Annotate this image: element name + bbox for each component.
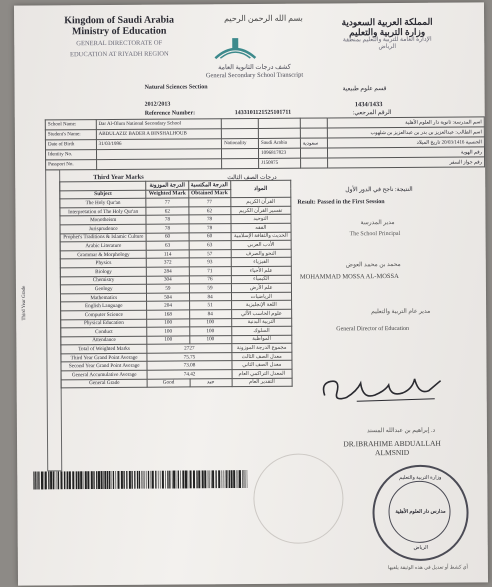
marks-cell-subject: Jurisprudence bbox=[60, 224, 146, 233]
barcode-bar bbox=[64, 471, 65, 489]
barcode-bar bbox=[215, 470, 216, 488]
marks-cell-weighted: 100 bbox=[147, 318, 189, 327]
info-cell: J150975 bbox=[259, 158, 301, 168]
barcode-bar bbox=[50, 471, 52, 489]
barcode-bar bbox=[152, 471, 154, 489]
principal-name-ar: محمد بن محمد العوض bbox=[345, 261, 401, 269]
marks-cell-ar: الأدب العربي bbox=[231, 240, 291, 249]
marks-cell-ar: القرآن الكريم bbox=[230, 197, 290, 206]
barcode-bar bbox=[227, 470, 228, 488]
directorate-line-2: EDUCATION AT RIYADH REGION bbox=[69, 50, 169, 59]
header-subject: Subject bbox=[60, 190, 146, 199]
marks-cell-obtained: 77 bbox=[188, 198, 230, 207]
marks-cell-subject: The Holy Qur'an bbox=[60, 198, 146, 207]
stamp-text-mid: مدارس دار العلوم الأهلية bbox=[395, 509, 446, 515]
summary-label-ar: معدل الصف الثالث bbox=[232, 352, 292, 361]
barcode-bar bbox=[158, 471, 159, 489]
barcode-bar bbox=[121, 471, 123, 489]
marks-cell-obtained: 51 bbox=[189, 301, 231, 310]
barcode-bar bbox=[76, 471, 77, 489]
barcode-bar bbox=[245, 470, 246, 488]
marks-cell-subject: Prophet's Traditions & Islamic Culture bbox=[60, 233, 146, 242]
summary-value: Good bbox=[147, 379, 189, 388]
english-header bbox=[34, 14, 204, 59]
barcode-bar bbox=[93, 471, 94, 489]
stamp-text-top: وزارة التربية والتعليم bbox=[399, 475, 442, 481]
reference-label: Reference Number: bbox=[144, 110, 196, 117]
barcode-bar bbox=[35, 472, 36, 490]
reference-number: 1433101121525101711 bbox=[234, 109, 292, 117]
marks-cell-ar: اللغة الإنجليزية bbox=[231, 301, 291, 310]
barcode-bar bbox=[53, 471, 54, 489]
info-cell bbox=[258, 118, 300, 128]
barcode-bar bbox=[169, 471, 170, 489]
ministry-title-ar: وزارة التربية والتعليم bbox=[349, 26, 426, 38]
marks-cell-ar: علوم الحاسب الآلي bbox=[231, 309, 291, 318]
info-cell bbox=[222, 148, 259, 158]
barcode-bar bbox=[198, 470, 200, 488]
barcode-bar bbox=[173, 471, 175, 489]
info-cell bbox=[300, 128, 328, 138]
marks-cell-obtained: 100 bbox=[189, 318, 231, 327]
info-cell: Student's Name: bbox=[45, 130, 96, 140]
marks-cell-weighted: 62 bbox=[146, 207, 188, 216]
marks-cell-subject: Arabic Literature bbox=[60, 241, 146, 250]
info-cell: رقم جواز السفر bbox=[328, 157, 485, 168]
marks-cell-obtained: 100 bbox=[189, 327, 231, 336]
barcode-bar bbox=[193, 470, 195, 488]
marks-cell-weighted: 59 bbox=[147, 284, 189, 293]
marks-cell-ar: الرياضيات bbox=[231, 292, 291, 301]
marks-cell-weighted: 504 bbox=[147, 293, 189, 302]
summary-label: Second Year Grand Point Average bbox=[61, 362, 147, 371]
info-cell: اسم الطالب: عبدالعزيز بن بدر بن عبدالعزيز بن شلهوب bbox=[328, 127, 485, 138]
info-cell: سعودية bbox=[300, 138, 328, 148]
info-cell: School Name: bbox=[45, 120, 96, 130]
barcode-bar bbox=[165, 471, 166, 489]
info-cell bbox=[300, 148, 328, 158]
summary-label: General Grade bbox=[61, 379, 147, 388]
barcode-bar bbox=[129, 471, 131, 489]
barcode-bar bbox=[185, 470, 187, 488]
principal-label-ar: مدير المدرسة bbox=[360, 219, 395, 227]
marks-table bbox=[59, 180, 292, 389]
summary-value: 2727 bbox=[147, 344, 231, 353]
summary-label-ar: التقدير العام bbox=[232, 378, 292, 387]
info-cell bbox=[221, 128, 258, 138]
summary-label: Third Year Grand Point Average bbox=[61, 353, 147, 362]
director-name-line-2: ALMSNID bbox=[374, 447, 410, 458]
marks-cell-subject: Geology bbox=[60, 284, 146, 293]
marks-cell-subject: Attendance bbox=[61, 336, 147, 345]
info-cell: ABDULAZIZ BADER A BINSHALHOUB bbox=[96, 129, 221, 140]
barcode-bar bbox=[66, 471, 67, 489]
barcode-bar bbox=[211, 470, 212, 488]
marks-cell-weighted: 304 bbox=[147, 275, 189, 284]
header-subject-ar: المواد bbox=[230, 180, 291, 198]
barcode-bar bbox=[229, 470, 230, 488]
barcode-bar bbox=[226, 470, 227, 488]
barcode-bar bbox=[222, 470, 223, 488]
principal-name: MOHAMMAD MOSSA AL-MOSSA bbox=[299, 272, 399, 281]
barcode-bar bbox=[126, 471, 127, 489]
section-name: Natural Sciences Section bbox=[144, 84, 208, 91]
barcode-bar bbox=[91, 471, 93, 489]
marks-cell-ar: الفقه bbox=[231, 223, 291, 232]
barcode-bar bbox=[190, 470, 192, 488]
document-title bbox=[184, 63, 324, 80]
marks-cell-weighted: 78 bbox=[146, 224, 188, 233]
info-cell: Nationality bbox=[222, 138, 259, 148]
document-title-ar: كشف درجات الثانوية العامة bbox=[218, 63, 291, 72]
riyadh-ar: الرياض bbox=[378, 43, 397, 51]
barcode-bar bbox=[83, 471, 84, 489]
faded-stamp-icon bbox=[253, 453, 344, 544]
barcode-bar bbox=[188, 470, 189, 488]
barcode-bar bbox=[123, 471, 124, 489]
barcode-bar bbox=[224, 470, 225, 488]
barcode-bar bbox=[113, 471, 114, 489]
year-hijri: 1434/1433 bbox=[354, 101, 383, 109]
barcode-bar bbox=[148, 471, 149, 489]
barcode-bar bbox=[238, 470, 239, 488]
barcode-bar bbox=[134, 471, 135, 489]
barcode-bar bbox=[96, 471, 97, 489]
info-row bbox=[46, 157, 485, 170]
summary-row bbox=[61, 378, 292, 388]
barcode-bar bbox=[117, 471, 119, 489]
barcode-bar bbox=[69, 471, 71, 489]
result-text: Result: Passed in the First Session bbox=[297, 199, 385, 206]
marks-cell-weighted: 77 bbox=[146, 198, 188, 207]
marks-cell-subject: Mathematics bbox=[60, 293, 146, 302]
marks-cell-obtained: 57 bbox=[189, 249, 231, 258]
info-cell: رقم الهوية bbox=[328, 147, 485, 158]
barcode-bar bbox=[167, 471, 168, 489]
info-cell: 31/03/1996 bbox=[96, 139, 221, 150]
principal-label: The School Principal bbox=[349, 230, 401, 238]
marks-cell-ar: النحو والصرف bbox=[231, 249, 291, 258]
barcode-bar bbox=[103, 471, 104, 489]
marks-cell-weighted: 60 bbox=[146, 232, 188, 241]
ministry-title: Ministry of Education bbox=[71, 25, 167, 38]
basmala: بسم الله الرحمن الرحيم bbox=[224, 13, 303, 24]
marks-cell-ar: السلوك bbox=[231, 326, 291, 335]
marks-cell-subject: Chemistry bbox=[60, 276, 146, 285]
marks-cell-obtained: 62 bbox=[188, 206, 230, 215]
barcode-bar bbox=[202, 470, 204, 488]
barcode-bar bbox=[242, 470, 243, 488]
barcode-bar bbox=[44, 471, 45, 489]
info-cell: Saudi Arabia bbox=[259, 138, 301, 148]
marks-cell-subject: Physical Education bbox=[61, 319, 147, 328]
barcode-bar bbox=[237, 470, 238, 488]
barcode-bar bbox=[143, 471, 144, 489]
summary-extra: جيد bbox=[190, 378, 232, 387]
marks-cell-ar: علم الأحياء bbox=[231, 266, 291, 275]
marks-cell-obtained: 84 bbox=[189, 310, 231, 319]
marks-title: Third Year Marks bbox=[93, 173, 144, 182]
barcode-bar bbox=[212, 470, 214, 488]
marks-cell-weighted: 78 bbox=[146, 215, 188, 224]
barcode-bar bbox=[48, 471, 49, 489]
reference-label-ar: الرقم المرجعي: bbox=[352, 110, 392, 117]
barcode-bar bbox=[58, 471, 59, 489]
marks-cell-weighted: 114 bbox=[147, 250, 189, 259]
barcode-bar bbox=[72, 471, 74, 489]
marks-cell-subject: Interpretation of The Holy Qur'an bbox=[60, 207, 146, 216]
marks-cell-ar: تفسير القرآن الكريم bbox=[230, 206, 290, 215]
director-signature-icon bbox=[317, 373, 447, 408]
marks-cell-subject: Monotheism bbox=[60, 216, 146, 225]
barcode-bar bbox=[218, 470, 220, 488]
section-name-ar: قسم علوم طبيعية bbox=[342, 86, 387, 93]
barcode-bar bbox=[85, 471, 87, 489]
marks-cell-subject: Conduct bbox=[61, 327, 147, 336]
marks-cell-subject: English Language bbox=[61, 302, 147, 311]
barcode-bar bbox=[38, 471, 39, 489]
marks-cell-weighted: 284 bbox=[147, 267, 189, 276]
kingdom-title-ar: المملكة العربية السعودية bbox=[341, 16, 433, 28]
info-cell bbox=[300, 158, 328, 168]
barcode-bar bbox=[172, 471, 173, 489]
barcode-bar bbox=[139, 471, 140, 489]
info-cell: Date of Birth bbox=[45, 140, 96, 150]
barcode-bar bbox=[209, 470, 210, 488]
summary-label-ar: المعدل التراكمي العام bbox=[232, 369, 292, 378]
info-cell: Passport No. bbox=[46, 160, 97, 170]
marks-cell-obtained: 59 bbox=[189, 284, 231, 293]
barcode-bar bbox=[162, 471, 164, 489]
summary-label: Total of Weighted Marks bbox=[61, 345, 147, 354]
marks-cell-obtained: 63 bbox=[189, 241, 231, 250]
info-cell: الجنسية 20/03/1416 تاريخ الميلاد bbox=[328, 137, 485, 148]
arabic-header bbox=[312, 17, 462, 52]
marks-cell-obtained: 60 bbox=[189, 232, 231, 241]
general-director-label-ar: مدير عام التربية والتعليم bbox=[371, 308, 431, 316]
header-obtained: Obtained Mark bbox=[188, 189, 230, 198]
marks-cell-weighted: 372 bbox=[147, 258, 189, 267]
barcode-bar bbox=[104, 471, 106, 489]
director-name bbox=[317, 438, 467, 457]
barcode-bar bbox=[231, 470, 233, 488]
barcode-bar bbox=[178, 471, 179, 489]
marks-cell-obtained: 84 bbox=[189, 292, 231, 301]
header-weighted-ar: الدرجة الموزونة bbox=[146, 181, 188, 190]
marks-cell-obtained: 100 bbox=[189, 335, 231, 344]
info-cell: اسم المدرسة: ثانوية دار العلوم الأهلية bbox=[328, 117, 485, 128]
director-name-line-1: DR.IBRAHIME ABDUALLAH bbox=[343, 438, 441, 449]
marks-cell-ar: الكيمياء bbox=[231, 275, 291, 284]
barcode-bar bbox=[155, 471, 156, 489]
barcode-bar bbox=[244, 470, 245, 488]
marks-cell-ar: الفيزياء bbox=[231, 258, 291, 267]
year-gregorian: 2012/2013 bbox=[144, 101, 171, 108]
marks-cell-weighted: 100 bbox=[147, 336, 189, 345]
barcode-bar bbox=[109, 471, 110, 489]
barcode-bar bbox=[204, 470, 206, 488]
barcode-bar bbox=[41, 471, 43, 489]
marks-cell-subject: Physics bbox=[60, 259, 146, 268]
barcode-bar bbox=[141, 471, 142, 489]
summary-label-ar: مجموع الدرجة الموزونة bbox=[231, 343, 291, 352]
marks-cell-ar: المواظبة bbox=[231, 335, 291, 344]
barcode-bar bbox=[60, 471, 62, 489]
barcode-bar bbox=[115, 471, 116, 489]
school-stamp-icon bbox=[372, 464, 469, 561]
directorate-line-1: GENERAL DIRECTORATE OF bbox=[76, 39, 163, 48]
info-cell: 1096817823 bbox=[259, 148, 301, 158]
barcode-bar bbox=[208, 470, 209, 488]
marks-cell-ar: التوحيد bbox=[231, 215, 291, 224]
barcode-icon bbox=[33, 470, 247, 489]
stamp-text-bottom: الرياض bbox=[413, 545, 429, 551]
barcode-bar bbox=[131, 471, 132, 489]
marks-cell-weighted: 204 bbox=[147, 301, 189, 310]
info-cell bbox=[258, 128, 300, 138]
barcode-bar bbox=[107, 471, 108, 489]
marks-cell-ar: الحديث والثقافة الإسلامية bbox=[231, 232, 291, 241]
result-ar: النتيجة: ناجح في الدور الأول bbox=[345, 186, 413, 194]
barcode-bar bbox=[111, 471, 112, 489]
barcode-bar bbox=[144, 471, 145, 489]
barcode-bar bbox=[239, 470, 241, 488]
barcode-bar bbox=[78, 471, 80, 489]
barcode-bar bbox=[45, 471, 47, 489]
directorate-ar: الإدارة العامة للتربية والتعليم بمنطقة bbox=[342, 36, 432, 44]
marks-cell-obtained: 78 bbox=[189, 224, 231, 233]
footnote: أي كشط أو تعديل في هذه الوثيقة يلغيها bbox=[388, 565, 468, 572]
transcript-sheet bbox=[14, 2, 488, 585]
marks-cell-subject: Biology bbox=[60, 267, 146, 276]
info-cell bbox=[221, 118, 258, 128]
marks-cell-ar: التربية البدنية bbox=[231, 318, 291, 327]
side-label: Third Year Grade bbox=[21, 285, 28, 321]
summary-label: General Accumulative Average bbox=[61, 370, 147, 379]
marks-cell-obtained: 93 bbox=[189, 258, 231, 267]
barcode-bar bbox=[67, 471, 68, 489]
info-cell: Identity No. bbox=[45, 150, 96, 160]
marks-cell-obtained: 71 bbox=[189, 267, 231, 276]
header-weighted: Weighted Mark bbox=[146, 190, 188, 199]
barcode-bar bbox=[182, 470, 184, 488]
barcode-bar bbox=[176, 471, 177, 489]
barcode-bar bbox=[247, 470, 248, 488]
barcode-bar bbox=[33, 472, 34, 490]
marks-cell-subject: Computer Science bbox=[61, 310, 147, 319]
summary-value: 75.75 bbox=[147, 353, 231, 362]
barcode-bar bbox=[146, 471, 147, 489]
barcode-bar bbox=[80, 471, 82, 489]
header-obtained-ar: الدرجة المكتسبة bbox=[188, 181, 230, 190]
barcode-bar bbox=[233, 470, 235, 488]
general-director-label: General Director of Education bbox=[336, 325, 410, 333]
info-cell bbox=[222, 158, 259, 168]
ministry-logo-icon bbox=[210, 34, 260, 62]
barcode-bar bbox=[196, 470, 197, 488]
barcode-bar bbox=[87, 471, 89, 489]
marks-cell-subject: Grammar & Morphology bbox=[60, 250, 146, 259]
barcode-bar bbox=[137, 471, 138, 489]
barcode-bar bbox=[98, 471, 100, 489]
marks-cell-obtained: 78 bbox=[188, 215, 230, 224]
marks-cell-obtained: 76 bbox=[189, 275, 231, 284]
barcode-bar bbox=[180, 470, 181, 488]
marks-cell-weighted: 63 bbox=[147, 241, 189, 250]
kingdom-title: Kingdom of Saudi Arabia bbox=[64, 14, 174, 27]
barcode-bar bbox=[57, 471, 58, 489]
director-name-ar: د. إبراهيم بن عبدالله المسند bbox=[366, 427, 436, 435]
info-cell bbox=[96, 159, 221, 170]
marks-cell-weighted: 168 bbox=[147, 310, 189, 319]
summary-value: 73.08 bbox=[147, 361, 231, 370]
summary-label-ar: معدل الصف الثاني bbox=[232, 361, 292, 370]
marks-cell-weighted: 100 bbox=[147, 327, 189, 336]
barcode-bar bbox=[151, 471, 152, 489]
marks-cell-ar: علم الأرض bbox=[231, 283, 291, 292]
marks-title-ar: درجات الصف الثالث bbox=[227, 174, 277, 182]
info-cell bbox=[300, 118, 328, 128]
barcode-bar bbox=[55, 471, 56, 489]
summary-value: 74.42 bbox=[147, 370, 231, 379]
student-info-table bbox=[45, 116, 485, 170]
barcode-bar bbox=[160, 471, 161, 489]
info-cell: Dar Al-Olum National Secondary School bbox=[96, 119, 221, 130]
document-title-en: General Secondary School Transcript bbox=[205, 71, 304, 80]
barcode-bar bbox=[37, 471, 38, 489]
barcode-bar bbox=[101, 471, 103, 489]
